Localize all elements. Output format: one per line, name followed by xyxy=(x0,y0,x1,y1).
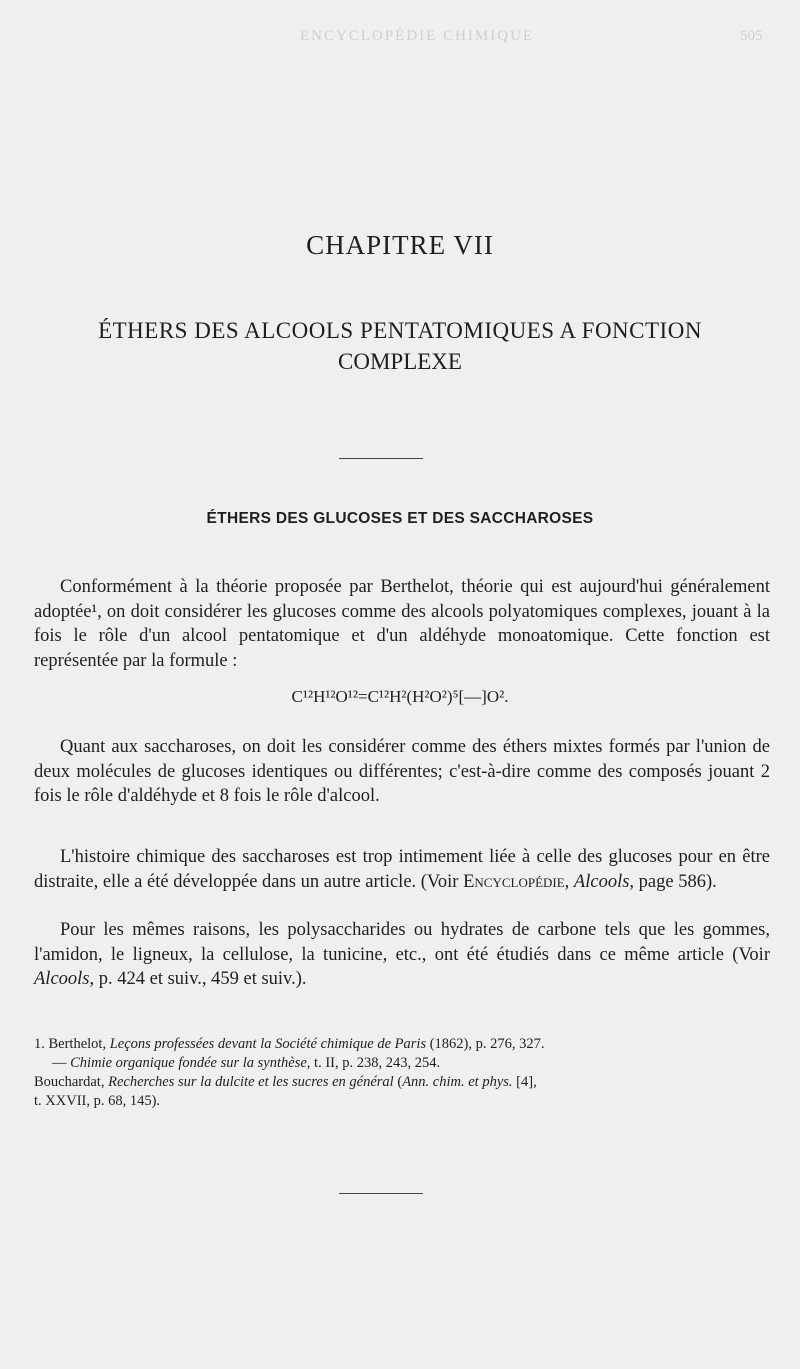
footnote-2-text-b: , t. II, p. 238, 243, 254. xyxy=(306,1055,441,1071)
footnote-1-text-b: (1862), p. 276, 327. xyxy=(426,1036,545,1052)
footnote-3-title: Recherches sur la dulcite et les sucres en général xyxy=(108,1074,394,1090)
section-divider-top xyxy=(339,458,423,459)
bleed-through-running-head: ENCYCLOPÉDIE CHIMIQUE xyxy=(300,28,535,44)
footnote-3-text-c: [4], xyxy=(512,1074,537,1090)
section-heading: ÉTHERS DES GLUCOSES ET DES SACCHAROSES xyxy=(206,510,594,527)
chapter-title-line-2: COMPLEXE xyxy=(338,349,462,374)
chapter-heading: CHAPITRE VII xyxy=(306,230,494,260)
footnote-3-text-a: Bouchardat, xyxy=(34,1074,109,1090)
footnote-1-continued xyxy=(34,1054,770,1073)
paragraph-3 xyxy=(34,845,770,894)
chapter-title-line-1: ÉTHERS DES ALCOOLS PENTATOMIQUES A FONCTION xyxy=(98,318,702,343)
paragraph-3-encyclopedia-ref: Encyclopédie xyxy=(463,871,565,892)
footnote-1-text-a: 1. Berthelot, xyxy=(34,1036,110,1052)
footnotes xyxy=(34,1035,770,1111)
paragraph-4-alcools-ref: Alcools xyxy=(34,969,90,989)
footnote-2-text-a: — xyxy=(52,1055,71,1071)
footnote-1 xyxy=(34,1035,770,1054)
bleed-through-page-number: 505 xyxy=(740,28,763,44)
footnote-bouchardat-continued: t. XXVII, p. 68, 145). xyxy=(34,1093,161,1109)
paragraph-4-text-a: Pour les mêmes raisons, les polysaccharides ou hydrates de carbone tels que les gommes, l'amidon, le ligneux, la cellulose, la tunicine, etc., ont été étudiés dans ce même article (Voir xyxy=(34,920,770,965)
formula: C¹²H¹²O¹²=C¹²H²(H²O²)⁵[—]O². xyxy=(291,687,509,706)
paragraph-3-alcools-ref: Alcools xyxy=(573,871,630,892)
footnote-1-title: Leçons professées devant la Société chimique de Paris xyxy=(109,1036,427,1052)
footnote-3-journal: Ann. chim. et phys. xyxy=(402,1074,513,1090)
paragraph-1: Conformément à la théorie proposée par Berthelot, théorie qui est aujourd'hui généralement adoptée¹, on doit considérer les glucoses comme des alcools polyatomiques complexes, jouant à la fois le rôle d'un alcool pentatomique et d'un aldéhyde monoatomique. Cette fonction est représentée par la formule : xyxy=(34,577,770,671)
section-divider-bottom xyxy=(339,1193,423,1194)
paragraph-4 xyxy=(34,918,770,992)
paragraph-2: Quant aux saccharoses, on doit les considérer comme des éthers mixtes formés par l'union de deux molécules de glucoses identiques ou différentes; c'est-à-dire comme des composés jouant 2 fois le rôle d'aldéhyde et 8 fois le rôle d'alcool. xyxy=(34,737,770,806)
footnote-2-title: Chimie organique fondée sur la synthèse xyxy=(70,1055,307,1071)
paragraph-3-text-b: , xyxy=(564,871,574,892)
paragraph-4-text-b: , p. 424 et suiv., 459 et suiv.). xyxy=(89,969,307,989)
paragraph-3-text-a: L'histoire chimique des saccharoses est trop intimement liée à celle des glucoses pour en être distraite, elle a été développée dans un autre article. (Voir xyxy=(34,847,770,892)
footnote-3-text-b: ( xyxy=(393,1074,403,1090)
footnote-bouchardat xyxy=(34,1073,770,1092)
paragraph-3-text-c: , page 586). xyxy=(629,871,717,892)
